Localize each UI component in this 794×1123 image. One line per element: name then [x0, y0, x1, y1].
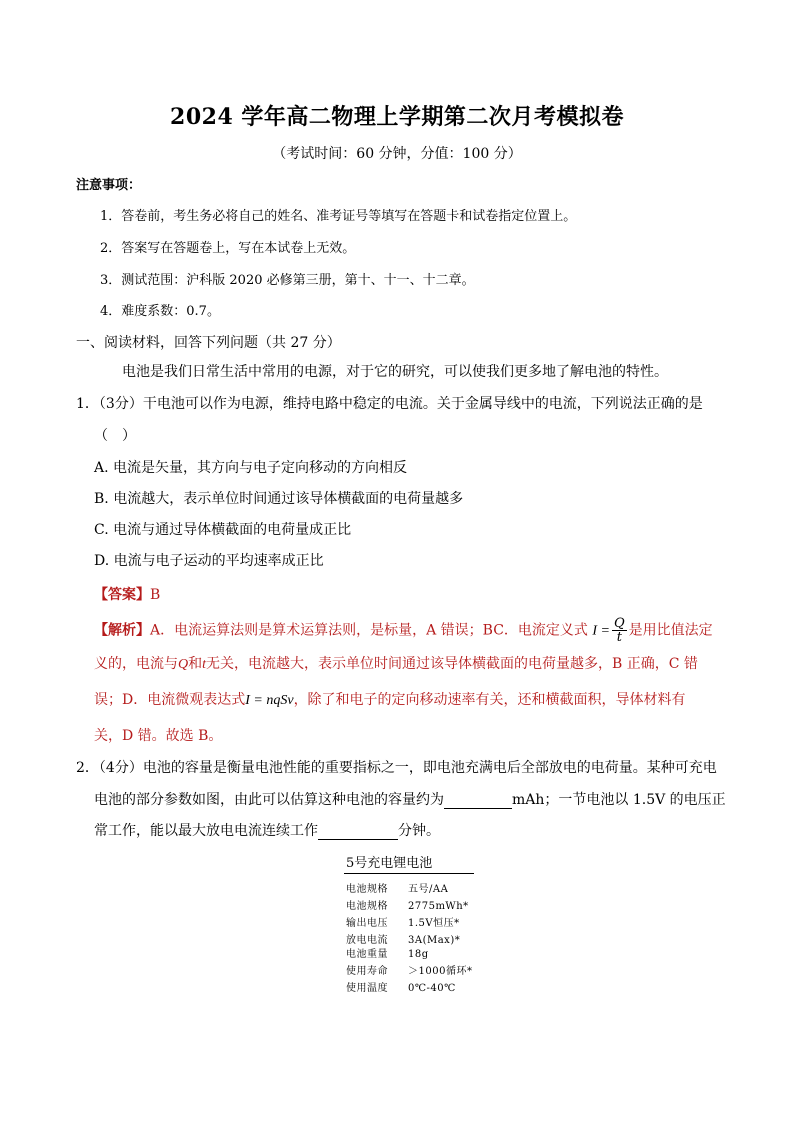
notice-item: 2．答案写在答题卷上，写在本试卷上无效。 [100, 241, 356, 256]
spec-row [346, 931, 460, 946]
notice-heading: 注意事项： [76, 178, 142, 193]
option-b: B. 电流越大，表示单位时间通过该导体横截面的电荷量越多 [94, 491, 464, 507]
question-2-line-1: 2．（4分）电池的容量是衡量电池性能的重要指标之一，即电池充满电后全部放电的电荷量。某种可充电 [76, 760, 717, 776]
question-text: mAh；一节电池以 1.5V 的电压正 [512, 792, 726, 808]
answer [94, 584, 160, 604]
reading-intro: 电池是我们日常生活中常用的电源，对于它的研究，可以使我们更多地了解电池的特性。 [122, 364, 668, 380]
spec-value: 2775mWh* [408, 901, 469, 912]
answer-label: 【答案】 [94, 587, 150, 603]
notice-item: 1．答卷前，考生务必将自己的姓名、准考证号等填写在答题卡和试卷指定位置上。 [100, 209, 577, 224]
explanation-line-2 [94, 653, 698, 673]
question-1-paren: （ ） [94, 428, 136, 444]
spec-value: 0℃-40℃ [408, 983, 456, 994]
spec-key: 电池重量 [346, 949, 388, 960]
explanation-line-1 [94, 617, 713, 644]
explanation-text: 义的，电流与 [94, 656, 178, 672]
symbol-q: Q [178, 657, 189, 672]
explanation-text: ，除了和电子的定向移动速率有关，还和横截面积，导体材料有 [293, 692, 686, 708]
spec-divider [344, 873, 474, 874]
battery-spec-title: 5号充电锂电池 [346, 856, 433, 871]
formula-micro-current: I = nqSv [245, 693, 294, 708]
question-1-stem: 1．（3分）干电池可以作为电源，维持电路中稳定的电流。关于金属导线中的电流，下列说法正确的是 [76, 396, 703, 412]
spec-key: 放电电流 [346, 935, 388, 946]
explanation-text: 是用比值法定 [628, 622, 713, 639]
question-text: 常工作，能以最大放电电流连续工作 [94, 823, 318, 839]
spec-key: 使用寿命 [346, 966, 388, 977]
spec-value: 3A(Max)* [408, 935, 461, 946]
spec-key: 电池规格 [346, 901, 388, 912]
exam-info: （考试时间：60 分钟，分值：100 分） [272, 146, 522, 162]
option-a: A. 电流是矢量，其方向与电子定向移动的方向相反 [94, 460, 408, 476]
spec-row [346, 897, 469, 912]
spec-key: 电池规格 [346, 884, 388, 895]
spec-value: 18g [408, 949, 429, 960]
option-c: C. 电流与通过导体横截面的电荷量成正比 [94, 522, 352, 538]
explanation-line-3 [94, 689, 686, 709]
explanation-text: 误；D．电流微观表达式 [94, 692, 246, 708]
formula-fraction [612, 617, 627, 644]
question-2-line-3 [94, 820, 440, 840]
spec-row [346, 945, 429, 960]
spec-row [346, 962, 472, 977]
notice-item: 4．难度系数：0.7。 [100, 304, 220, 319]
explanation-text: 无关，电流越大，表示单位时间通过该导体横截面的电荷量越多，B 正确，C 错 [206, 656, 698, 672]
spec-row [346, 914, 460, 929]
spec-value: 五号/AA [408, 884, 449, 895]
spec-key: 使用温度 [346, 983, 388, 994]
answer-blank-capacity[interactable] [444, 794, 512, 809]
question-text: 电池的部分参数如图，由此可以估算这种电池的容量约为 [94, 792, 444, 808]
question-2-line-2 [94, 789, 726, 809]
symbol-t: t [202, 657, 207, 672]
explanation-text: A．电流运算法则是算术运算法则，是标量，A 错误；BC．电流定义式 [150, 622, 588, 639]
notice-item: 3．测试范围：沪科版 2020 必修第三册，第十、十一、十二章。 [100, 273, 475, 288]
spec-row [346, 880, 448, 895]
answer-blank-minutes[interactable] [318, 825, 398, 840]
explanation-label: 【解析】 [94, 622, 150, 639]
explanation-text: 和 [188, 656, 203, 672]
spec-row [346, 979, 456, 994]
fraction-numerator: Q [614, 616, 625, 631]
fraction-denominator: t [616, 630, 622, 645]
spec-value: ＞1000循环* [408, 966, 473, 977]
section-heading: 一、阅读材料，回答下列问题（共 27 分） [76, 335, 341, 351]
option-d: D. 电流与电子运动的平均速率成正比 [94, 553, 324, 569]
question-text: 分钟。 [398, 823, 440, 839]
explanation-line-4: 关，D 错。故选 B。 [94, 728, 223, 744]
page-title: 2024 学年高二物理上学期第二次月考模拟卷 [170, 104, 624, 130]
spec-value: 1.5V恒压* [408, 918, 460, 929]
answer-value: B [150, 587, 161, 603]
formula-current-lhs: I = [592, 623, 610, 639]
spec-key: 输出电压 [346, 918, 388, 929]
